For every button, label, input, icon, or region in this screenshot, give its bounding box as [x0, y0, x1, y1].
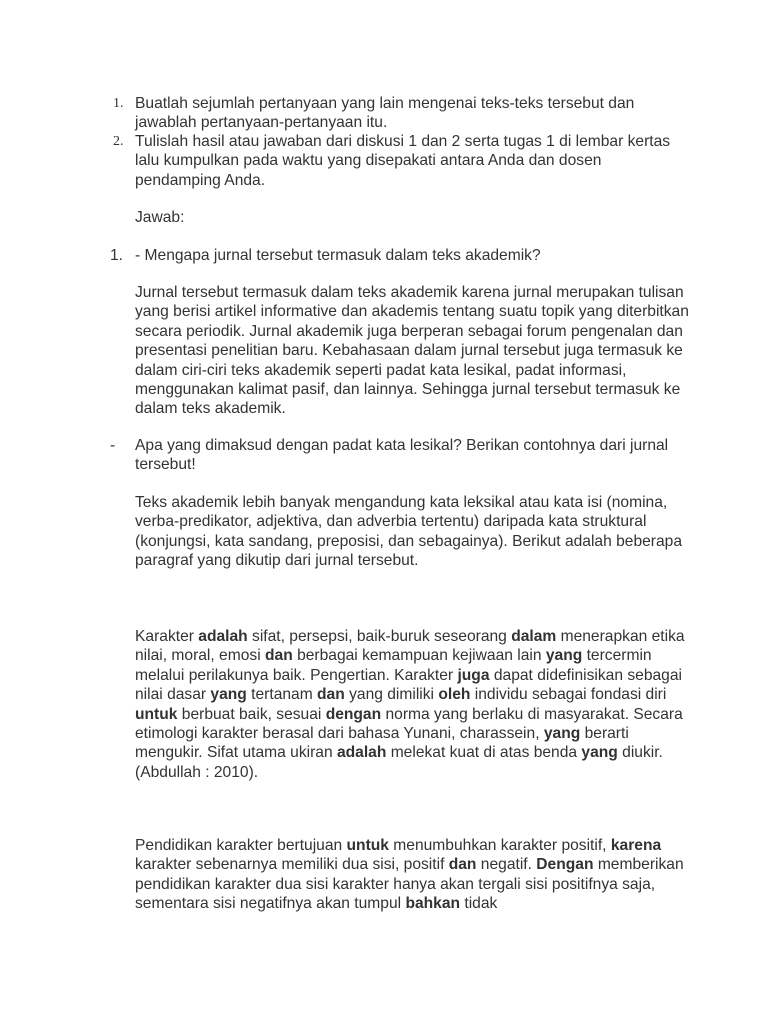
- quoted-paragraph-text: Karakter adalah sifat, persepsi, baik-buruk seseorang dalam menerapkan etika nilai, moral, emosi dan berbagai kemampuan kejiwaan lain yang tercermin melalui perilakunya baik. Pengertian. Karakter juga dapat didefinisikan sebagai nilai dasar yang tertanam dan yang dimiliki oleh individu sebagai fondasi diri untuk berbuat baik, sesuai dengan norma yang berlaku di masyarakat. Secara etimologi karakter berasal dari bahasa Yunani, charassein, yang berarti mengukir. Sifat utama ukiran adalah melekat kuat di atas benda yang diukir. (Abdullah : 2010).: [135, 628, 685, 781]
- quoted-paragraph: [135, 627, 690, 782]
- quoted-paragraph: [135, 836, 690, 914]
- answer-response: Teks akademik lebih banyak mengandung kata leksikal atau kata isi (nomina, verba-predikator, adjektiva, dan adverbia tertentu) daripada kata struktural (konjungsi, kata sandang, preposisi, dan sebagainya). Berikut adalah beberapa paragraf yang dikutip dari jurnal tersebut.: [135, 494, 683, 570]
- bold-word: yang: [543, 725, 581, 743]
- bold-word: yang: [210, 686, 247, 704]
- instruction-item-1: [110, 94, 690, 133]
- instruction-item-2: [110, 132, 690, 190]
- bold-word: dalam: [511, 628, 557, 645]
- bold-word: yang: [581, 744, 618, 762]
- answer-item-2: [110, 436, 690, 475]
- answer-label: Jawab:: [135, 209, 185, 226]
- bold-word: adalah: [198, 628, 248, 645]
- bold-word: dan: [317, 686, 345, 704]
- bold-word: dan: [265, 647, 293, 665]
- bold-word: karena: [610, 837, 662, 854]
- answer-question: Apa yang dimaksud dengan padat kata lesikal? Berikan contohnya dari jurnal tersebut!: [135, 437, 669, 474]
- list-dash: -: [110, 437, 116, 454]
- bold-word: untuk: [346, 837, 389, 854]
- bold-word: untuk: [135, 705, 178, 723]
- list-number: 1.: [113, 96, 124, 111]
- bold-word: Dengan: [536, 856, 594, 874]
- instruction-text: Buatlah sejumlah pertanyaan yang lain mengenai teks-teks tersebut dan jawablah pertanyaan-pertanyaan itu.: [135, 95, 635, 132]
- answer-item-1: [110, 246, 690, 265]
- bold-word: bahkan: [405, 895, 461, 913]
- bold-word: juga: [457, 666, 490, 684]
- instruction-text: Tulislah hasil atau jawaban dari diskusi 1 dan 2 serta tugas 1 di lembar kertas lalu kumpulkan pada waktu yang disepakati antara Anda dan dosen pendamping Anda.: [135, 133, 671, 189]
- answer-question: - Mengapa jurnal tersebut termasuk dalam teks akademik?: [135, 247, 541, 264]
- quoted-paragraph-text: Pendidikan karakter bertujuan untuk menumbuhkan karakter positif, karena karakter sebenarnya memiliki dua sisi, positif dan negatif. Dengan memberikan pendidikan karakter dua sisi karakter hanya akan tergali sisi positifnya saja, sementara sisi negatifnya akan tumpul bahkan tidak: [135, 837, 684, 913]
- bold-word: dengan: [325, 705, 382, 723]
- bold-word: oleh: [438, 686, 471, 704]
- bold-word: yang: [545, 647, 583, 665]
- list-number: 1.: [110, 247, 124, 264]
- list-number: 2.: [113, 134, 124, 149]
- bold-word: dan: [448, 856, 477, 874]
- bold-word: adalah: [336, 744, 387, 762]
- answer-response: Jurnal tersebut termasuk dalam teks akademik karena jurnal merupakan tulisan yang berisi artikel informative dan akademis tentang suatu topik yang diterbitkan secara periodik. Jurnal akademik juga berperan sebagai forum pengenalan dan presentasi penelitian baru. Kebahasaan dalam jurnal tersebut juga termasuk ke dalam ciri-ciri teks akademik seperti padat kata lesikal, padat informasi, menggunakan kalimat pasif, dan lainnya. Sehingga jurnal tersebut termasuk ke dalam teks akademik.: [135, 284, 689, 418]
